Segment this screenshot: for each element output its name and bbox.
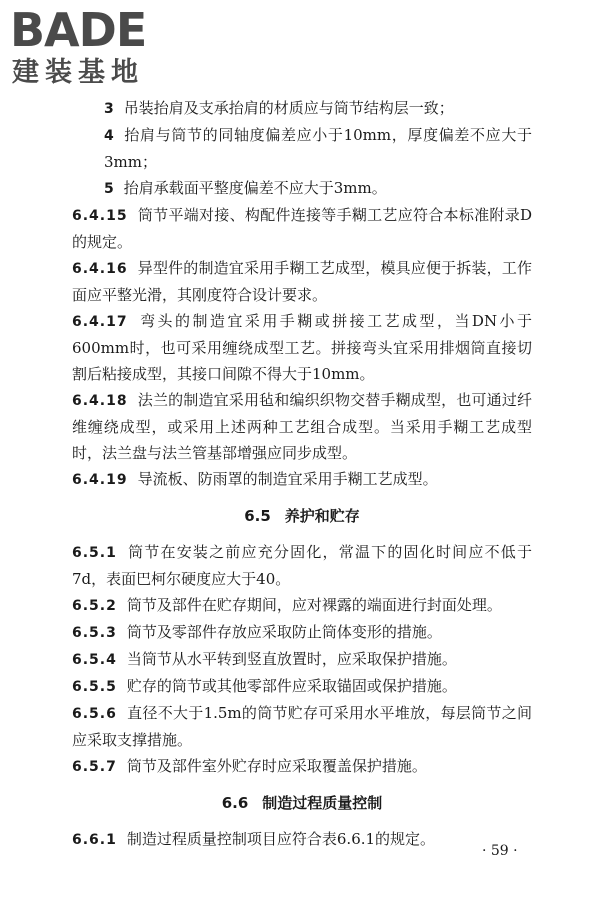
clause-paragraph xyxy=(72,202,532,255)
clause-paragraph xyxy=(72,592,532,619)
clause-number: 6.4.15 xyxy=(72,208,128,224)
sub-item xyxy=(72,122,532,175)
page-number: · 59 · xyxy=(482,843,518,859)
sub-item-number: 5 xyxy=(104,181,114,197)
sub-item-number: 3 xyxy=(104,101,114,117)
clause-paragraph xyxy=(72,826,532,853)
logo-wordmark: BADE xyxy=(10,3,147,57)
section-heading xyxy=(72,503,532,529)
section-number: 6.6 xyxy=(221,794,249,812)
sub-item-number: 4 xyxy=(104,128,114,144)
clause-number: 6.4.19 xyxy=(72,472,128,488)
clause-number: 6.4.18 xyxy=(72,393,128,409)
clause-number: 6.5.3 xyxy=(72,625,117,641)
logo-subtitle: 建装基地 xyxy=(12,57,144,88)
document-body xyxy=(72,95,532,853)
clause-text: 筒节在安装之前应充分固化，常温下的固化时间应不低于7d，表面巴柯尔硬度应大于40。 xyxy=(72,543,532,588)
clause-paragraph xyxy=(72,387,532,466)
clause-text: 导流板、防雨罩的制造宜采用手糊工艺成型。 xyxy=(137,470,438,488)
clause-paragraph xyxy=(72,673,532,700)
bade-logo xyxy=(10,3,185,92)
clause-paragraph xyxy=(72,700,532,753)
clause-paragraph xyxy=(72,646,532,673)
section-title: 制造过程质量控制 xyxy=(262,794,383,812)
clause-text: 法兰的制造宜采用毡和编织织物交替手糊成型，也可通过纤维缠绕成型，或采用上述两种工艺组合成型。当采用手糊工艺成型时，法兰盘与法兰管基部增强应同步成型。 xyxy=(72,391,532,462)
clause-text: 贮存的筒节或其他零部件应采取锚固或保护措施。 xyxy=(126,677,457,695)
clause-paragraph xyxy=(72,466,532,493)
section-title: 养护和贮存 xyxy=(284,507,360,525)
sub-item xyxy=(72,95,532,122)
clause-number: 6.5.2 xyxy=(72,598,117,614)
clause-number: 6.4.17 xyxy=(72,314,128,330)
sub-item-text: 抬肩承载面平整度偏差不应大于3mm。 xyxy=(123,179,387,197)
clause-number: 6.6.1 xyxy=(72,832,117,848)
clause-text: 制造过程质量控制项目应符合表6.6.1的规定。 xyxy=(126,830,436,848)
clause-text: 筒节及部件室外贮存时应采取覆盖保护措施。 xyxy=(126,757,427,775)
clause-number: 6.5.1 xyxy=(72,545,117,561)
clause-paragraph xyxy=(72,753,532,780)
section-number: 6.5 xyxy=(244,507,271,525)
sub-item xyxy=(72,175,532,202)
clause-text: 弯头的制造宜采用手糊或拼接工艺成型，当DN小于600mm时，也可采用缠绕成型工艺。拼接弯头宜采用排烟筒直接切割后粘接成型，其接口间隙不得大于10mm。 xyxy=(72,312,532,383)
clause-paragraph xyxy=(72,255,532,308)
section-heading xyxy=(72,790,532,816)
clause-paragraph xyxy=(72,308,532,387)
sub-item-text: 吊装抬肩及支承抬肩的材质应与筒节结构层一致； xyxy=(123,99,454,117)
clause-paragraph xyxy=(72,539,532,592)
sub-item-text: 抬肩与筒节的同轴度偏差应小于10mm，厚度偏差不应大于3mm； xyxy=(104,126,532,171)
clause-text: 异型件的制造宜采用手糊工艺成型，模具应便于拆装，工作面应平整光滑，其刚度符合设计要求。 xyxy=(72,259,532,304)
clause-number: 6.5.7 xyxy=(72,759,117,775)
clause-number: 6.5.5 xyxy=(72,679,117,695)
clause-text: 筒节及零部件存放应采取防止筒体变形的措施。 xyxy=(126,623,442,641)
clause-text: 当筒节从水平转到竖直放置时，应采取保护措施。 xyxy=(126,650,457,668)
clause-number: 6.5.4 xyxy=(72,652,117,668)
clause-text: 直径不大于1.5m的筒节贮存可采用水平堆放，每层筒节之间应采取支撑措施。 xyxy=(72,704,532,749)
clause-number: 6.4.16 xyxy=(72,261,128,277)
clause-number: 6.5.6 xyxy=(72,706,117,722)
clause-text: 筒节及部件在贮存期间，应对裸露的端面进行封面处理。 xyxy=(126,596,502,614)
clause-text: 筒节平端对接、构配件连接等手糊工艺应符合本标准附录D的规定。 xyxy=(72,206,532,251)
clause-paragraph xyxy=(72,619,532,646)
